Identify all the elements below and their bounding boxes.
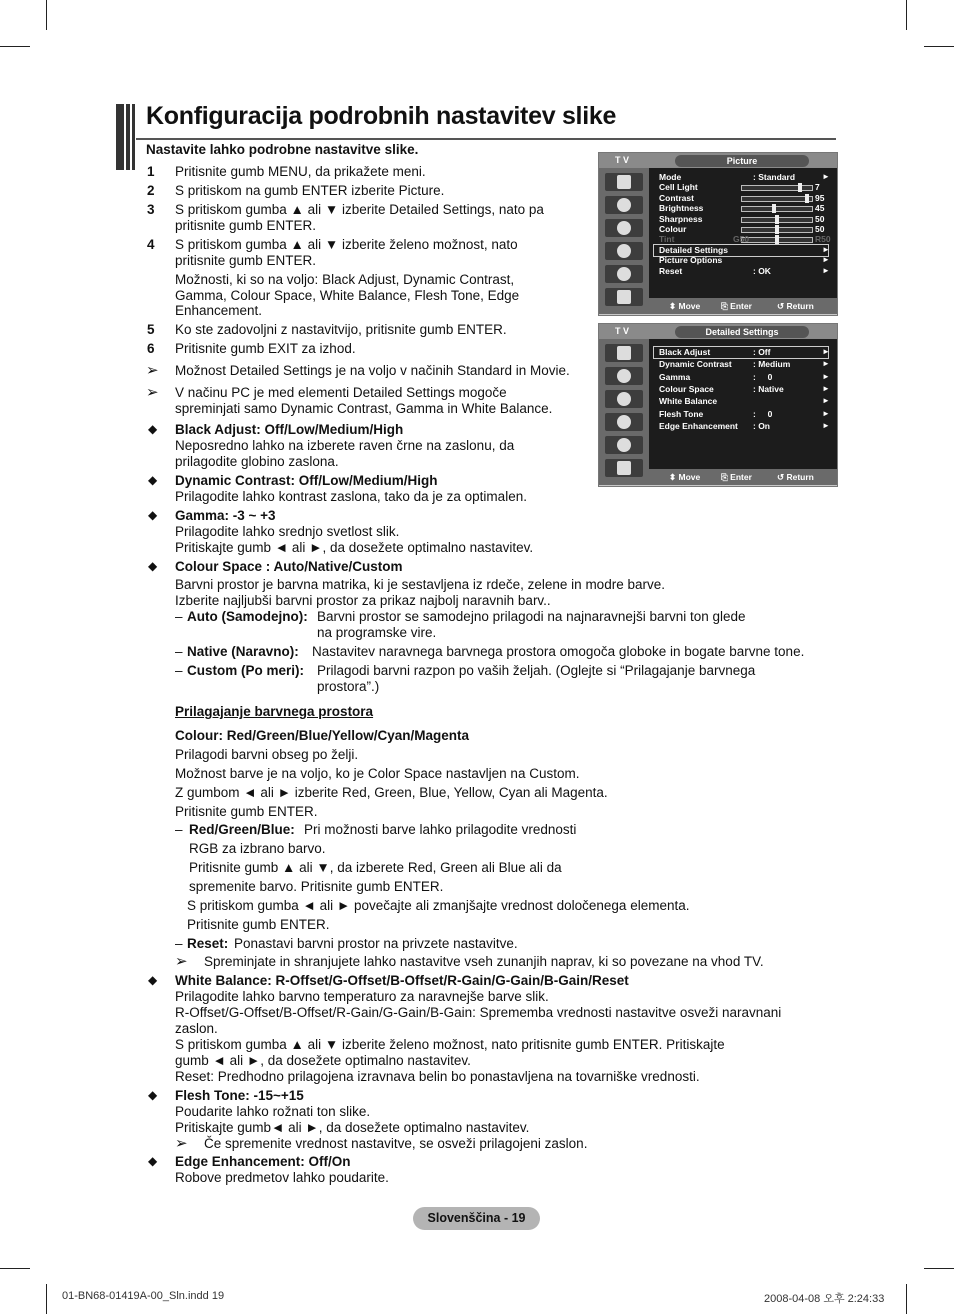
menu-row[interactable] [659,265,830,276]
step-line: Enhancement. [175,303,263,318]
menu-row-value: 50 [815,213,825,224]
tv-menu-picture [598,152,838,316]
menu-slider [741,237,813,243]
note-arrow-icon: ➢ [175,953,188,970]
arrow-right-icon: ► [822,420,830,430]
colour-space-line: Izberite najljubši barvni prostor za prikaz najbolj naravnih barv.. [175,593,551,608]
menu-tv-label: T V [615,155,630,165]
sound-icon[interactable] [605,367,643,385]
intro: Nastavite lahko podrobne nastavitve slike. [146,142,419,157]
diamond-icon: ◆ [148,1088,158,1102]
arrow-right-icon: ► [822,383,830,393]
white-balance-line: gumb ◄ ali ►, da dosežete optimalno nastavitev. [175,1053,471,1068]
crop-mark [46,1284,47,1314]
menu-row[interactable] [659,347,830,357]
menu-row[interactable] [659,396,830,407]
footer-enter: Enter [730,301,752,311]
menu-row-value: 7 [815,182,820,193]
sound-icon[interactable] [605,196,643,214]
adjust-line: Z gumbom ◄ ali ► izberite Red, Green, Blue, Yellow, Cyan ali Magenta. [175,785,608,800]
flesh-tone-head: Flesh Tone: -15~+15 [175,1088,304,1103]
slider-knob [798,183,802,192]
step-line: Gamma, Colour Space, White Balance, Flesh Tone, Edge [175,288,520,303]
menu-title: Detailed Settings [675,326,809,338]
step-line: S pritiskom gumba ▲ ali ▼ izberite Detailed Settings, nato pa [175,202,544,217]
crop-mark [924,46,954,47]
tv-menu-detailed-settings [598,323,838,487]
menu-row-label: Gamma [659,371,691,382]
menu-row-value: : 0 [753,408,773,419]
menu-panel [649,339,837,469]
step-number: 6 [147,341,155,356]
menu-row-label: Edge Enhancement [659,420,738,431]
page-number-pill: Slovenščina - 19 [413,1207,540,1230]
menu-row[interactable] [659,213,825,224]
reset-note: Spreminjate in shranjujete lahko nastavitve vseh zunanjih naprav, ki so povezane na vhod TV. [204,954,764,969]
footer-return: Return [786,301,814,311]
white-balance-head: White Balance: R-Offset/G-Offset/B-Offset/R-Gain/G-Gain/B-Gain/Reset [175,973,629,988]
crop-mark [0,46,30,47]
menu-slider [741,196,813,202]
menu-row-label: Tint [659,234,675,245]
rgb-line: Pritisnite gumb ▲ ali ▼, da izberete Red, Green ali Blue ali da [189,860,562,875]
arrow-right-icon: ► [822,255,830,265]
black-adjust-line: Neposredno lahko na izberete raven črne na zaslonu, da [175,438,515,453]
adjust-line: Možnost barve je na voljo, ko je Color Space nastavljen na Custom. [175,766,580,781]
diamond-icon: ◆ [148,1154,158,1168]
colour-space-head: Colour Space : Auto/Native/Custom [175,559,403,574]
setup-icon[interactable] [605,242,643,260]
edge-head: Edge Enhancement: Off/On [175,1154,351,1169]
menu-footer: ⬍ Move ⎘ Enter ↺ Return [649,298,837,314]
application-icon[interactable] [605,459,643,477]
step-number: 5 [147,322,155,337]
white-balance-line: zaslon. [175,1021,218,1036]
file-meta-left: 01-BN68-01419A-00_Sln.indd 19 [62,1290,225,1302]
menu-row-label: Cell Light [659,182,698,193]
rgb-line: spremenite barvo. Pritisnite gumb ENTER. [189,879,444,894]
dash: – [175,644,183,659]
step-number: 1 [147,164,155,179]
menu-row-label: White Balance [659,396,718,407]
menu-row-value: 45 [815,203,825,214]
diamond-icon: ◆ [148,473,158,487]
crop-mark [924,1268,954,1269]
cs-native-label: Native (Naravno): [187,644,299,659]
footer-enter: Enter [730,472,752,482]
menu-sidebar [599,339,649,485]
menu-title: Picture [675,155,809,167]
cs-native-line: Nastavitev naravnega barvnega prostora omogoča globoke in bogate barvne tone. [312,644,805,659]
menu-row-value: : On [753,420,770,431]
rgb-line: Pri možnosti barve lahko prilagodite vrednosti [304,822,577,837]
step-number: 4 [147,237,155,252]
step-line: S pritiskom na gumb ENTER izberite Picture. [175,183,445,198]
picture-icon[interactable] [605,344,643,362]
menu-row-value: : Native [753,383,784,394]
note-arrow-icon: ➢ [146,384,159,401]
arrow-right-icon: ► [822,347,830,356]
menu-slider [741,227,813,233]
step-line: pritisnite gumb ENTER. [175,253,317,268]
menu-row-label: Colour [659,224,687,234]
diamond-icon: ◆ [148,559,158,573]
black-adjust-line: prilagodite globino zaslona. [175,454,339,469]
menu-row-value: R50 [815,234,831,245]
step-line: Ko ste zadovoljni z nastavitvijo, pritisnite gumb ENTER. [175,322,507,337]
step-line: Možnosti, ki so na voljo: Black Adjust, Dynamic Contrast, [175,272,515,287]
arrow-right-icon: ► [822,244,830,254]
file-meta-right: 2008-04-08 오후 2:24:33 [764,1293,885,1305]
dash: – [175,663,183,678]
page-title: Konfiguracija podrobnih nastavitev slike [146,102,617,130]
menu-row-value: 50 [815,224,825,234]
slider-knob [772,204,776,213]
rgb-label: Red/Green/Blue: [189,822,295,837]
menu-row[interactable] [659,203,825,214]
flesh-tone-note: Če spremenite vrednost nastavitve, se osveži prilagojeni zaslon. [204,1136,588,1151]
gamma-line: Pritiskajte gumb ◄ ali ►, da dosežete optimalno nastavitev. [175,540,534,555]
slider-knob [805,194,809,203]
arrow-right-icon: ► [822,265,830,275]
rgb-line: S pritiskom gumba ◄ ali ► povečajte ali zmanjšajte vrednost določenega elementa. [187,898,690,913]
reset-label: Reset: [187,936,229,951]
note-arrow-icon: ➢ [175,1135,188,1152]
setup-icon[interactable] [605,413,643,431]
footer-move: Move [678,301,701,311]
cs-custom-line: prostora”.) [317,679,380,694]
menu-row-value: : OK [753,265,771,276]
note-line: V načinu PC je med elementi Detailed Settings mogoče [175,385,507,400]
menu-row-label: Reset [659,265,683,276]
menu-slider [741,206,813,212]
step-line: S pritiskom gumba ▲ ali ▼ izberite želeno možnost, nato [175,237,518,252]
menu-row[interactable] [659,408,830,419]
gamma-line: Prilagodite lahko srednjo svetlost slik. [175,524,400,539]
menu-row-label: Contrast [659,192,694,203]
menu-sidebar [599,168,649,314]
colour-space-line: Barvni prostor je barvna matrika, ki je sestavljena iz rdeče, zelene in modre barve. [175,577,665,592]
footer-move: Move [678,472,701,482]
slider-knob [775,215,779,224]
menu-row-value: : Medium [753,359,791,370]
adjust-line: Pritisnite gumb ENTER. [175,804,318,819]
step-number: 2 [147,183,155,198]
menu-row[interactable] [659,371,830,382]
step-line: Pritisnite gumb EXIT za izhod. [175,341,356,356]
menu-row[interactable] [659,224,825,234]
menu-row-label: Sharpness [659,213,703,224]
step-number: 3 [147,202,155,217]
menu-row-value: : 0 [753,371,773,382]
menu-slider [741,217,813,223]
colour-head: Colour: Red/Green/Blue/Yellow/Cyan/Magenta [175,728,470,743]
dynamic-contrast-head: Dynamic Contrast: Off/Low/Medium/High [175,473,438,488]
menu-row-value: : Standard [753,172,796,182]
menu-row[interactable] [659,172,830,182]
menu-row-value: G50 [733,234,750,245]
rgb-line: RGB za izbrano barvo. [189,841,326,856]
menu-row-label: Black Adjust [659,347,711,357]
menu-row-label: Brightness [659,203,704,214]
menu-row[interactable] [659,255,830,266]
dash: – [175,609,183,624]
footer-return: Return [786,472,814,482]
flesh-tone-line: Poudarite lahko rožnati ton slike. [175,1104,371,1119]
channel-icon[interactable] [605,219,643,237]
black-adjust-head: Black Adjust: Off/Low/Medium/High [175,422,404,437]
crop-mark [46,0,47,30]
slider-knob [775,225,779,234]
white-balance-line: Reset: Predhodno prilagojena izravnava belin bo ponastavljena na tovarniške vrednosti. [175,1069,700,1084]
menu-row[interactable] [659,244,830,255]
menu-slider [741,185,813,191]
input-icon[interactable] [605,436,643,454]
crop-mark [906,1284,907,1314]
menu-row-label: Flesh Tone [659,408,704,419]
application-icon[interactable] [605,288,643,306]
cs-auto-label: Auto (Samodejno): [187,609,308,624]
dash: – [175,822,183,837]
menu-row-label: Picture Options [659,255,723,266]
menu-row[interactable] [659,383,830,394]
adjust-line: Prilagodi barvni obseg po želji. [175,747,359,762]
note-line: spreminjati samo Dynamic Contrast, Gamma in White Balance. [175,401,553,416]
diamond-icon: ◆ [148,508,158,522]
cs-custom-label: Custom (Po meri): [187,663,305,678]
picture-icon[interactable] [605,173,643,191]
title-rule [136,138,836,140]
step-line: pritisnite gumb ENTER. [175,218,317,233]
edge-line: Robove predmetov lahko poudarite. [175,1170,389,1185]
flesh-tone-line: Pritiskajte gumb◄ ali ►, da dosežete optimalno nastavitev. [175,1120,530,1135]
cs-custom-line: Prilagodi barvni razpon po vaših željah. (Oglejte si “Prilagajanje barvnega [317,663,756,678]
menu-footer: ⬍ Move ⎘ Enter ↺ Return [649,469,837,485]
menu-row[interactable] [659,359,830,370]
menu-row-value: : Off [753,347,771,357]
menu-row-label: Detailed Settings [659,244,728,255]
step-line: Pritisnite gumb MENU, da prikažete meni. [175,164,426,179]
menu-row[interactable] [659,182,820,193]
diamond-icon: ◆ [148,973,158,987]
title-decoration [116,104,136,170]
reset-text: Ponastavi barvni prostor na privzete nastavitve. [234,936,518,951]
input-icon[interactable] [605,265,643,283]
dynamic-contrast-line: Prilagodite lahko kontrast zaslona, tako da je za optimalen. [175,489,527,504]
arrow-right-icon: ► [822,172,830,181]
diamond-icon: ◆ [148,422,158,436]
white-balance-line: S pritiskom gumba ▲ ali ▼ izberite želeno možnost, nato pritisnite gumb ENTER. Pritiskajte [175,1037,725,1052]
gamma-head: Gamma: -3 ~ +3 [175,508,276,523]
cs-auto-line: Barvni prostor se samodejno prilagodi na najnaravnejši barvni ton glede [317,609,746,624]
menu-row[interactable] [659,420,830,431]
crop-mark [906,0,907,30]
white-balance-line: R-Offset/G-Offset/B-Offset/R-Gain/G-Gain/B-Gain: Sprememba vrednosti nastavitve osveži naravnani [175,1005,782,1020]
menu-panel [649,168,837,298]
dash: – [175,936,183,951]
arrow-right-icon: ► [822,371,830,381]
menu-row[interactable] [659,192,825,203]
menu-row-label: Dynamic Contrast [659,359,732,370]
menu-tv-label: T V [615,326,630,336]
menu-row-label: Colour Space [659,383,714,394]
crop-mark [0,1268,30,1269]
adjust-heading: Prilagajanje barvnega prostora [175,704,374,719]
arrow-right-icon: ► [822,408,830,418]
note-arrow-icon: ➢ [146,362,159,379]
note-line: Možnost Detailed Settings je na voljo v načinih Standard in Movie. [175,363,570,378]
arrow-right-icon: ► [822,359,830,369]
channel-icon[interactable] [605,390,643,408]
rgb-line: Pritisnite gumb ENTER. [187,917,330,932]
white-balance-line: Prilagodite lahko barvno temperaturo za naravnejše barve slik. [175,989,549,1004]
menu-row-value: 95 [815,192,825,203]
cs-auto-line: na programske vire. [317,625,437,640]
arrow-right-icon: ► [822,396,830,406]
menu-row-label: Mode [659,172,682,182]
